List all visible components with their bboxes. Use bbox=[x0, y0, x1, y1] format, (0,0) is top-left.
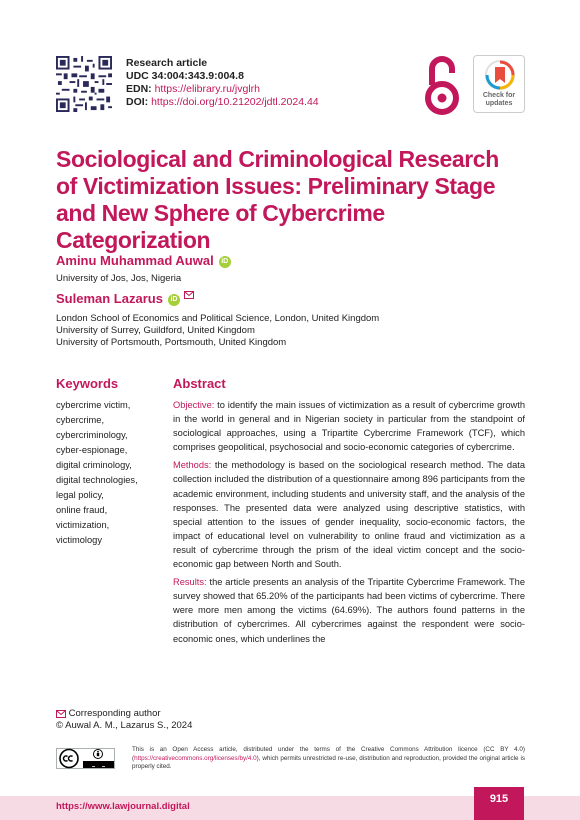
doi-label: DOI: bbox=[126, 96, 149, 108]
corresponding-note bbox=[56, 708, 192, 732]
article-type: Research article bbox=[126, 57, 208, 69]
results-label: Results: bbox=[173, 577, 207, 588]
objective-label: Objective: bbox=[173, 400, 215, 410]
keyword: cyber-espionage, bbox=[56, 445, 128, 455]
objective-text: to identify the main issues of victimization as a result of cybercrime growth in the world in general and in Nigerian society in particular from the standpoint of sociological approaches, using a Tripartite Cybercrime Framework (TCF), which comprises geopolitical, psychosocial and socio-economic categories of cybercrime. bbox=[173, 400, 525, 453]
keyword: cybercriminology, bbox=[56, 430, 128, 440]
title-line: Sociological and Criminological Research bbox=[56, 146, 499, 172]
keyword: digital technologies, bbox=[56, 475, 138, 485]
corresponding-author: Corresponding author bbox=[68, 708, 161, 719]
abstract-results bbox=[173, 575, 525, 645]
affiliation: University of Surrey, Guildford, United Kingdom bbox=[56, 325, 255, 336]
check-updates-line2: updates bbox=[485, 100, 513, 107]
license-text bbox=[132, 746, 525, 772]
doi-link[interactable]: https://doi.org/10.21202/jdtl.2024.44 bbox=[151, 96, 319, 108]
license-link[interactable]: https://creativecommons.org/licenses/by/4.0 bbox=[134, 754, 257, 762]
title-line: and New Sphere of Cybercrime Categorization bbox=[56, 200, 385, 253]
title-line: of Victimization Issues: Preliminary Stage bbox=[56, 173, 496, 199]
author-1-name: Aminu Muhammad Auwal bbox=[56, 253, 214, 268]
check-updates-line1: Check for bbox=[482, 92, 516, 99]
license-after: ), which permits unrestricted re-use, distribution and reproduction, provided the original article is properly cited. bbox=[132, 754, 525, 770]
abstract-objective bbox=[173, 398, 525, 454]
abstract-body bbox=[173, 398, 525, 650]
abstract-methods bbox=[173, 458, 525, 571]
envelope-icon[interactable] bbox=[184, 291, 194, 299]
orcid-icon[interactable]: iD bbox=[219, 256, 231, 268]
author-name bbox=[56, 253, 231, 268]
envelope-icon bbox=[56, 710, 66, 718]
edn-link[interactable]: https://elibrary.ru/jvglrh bbox=[154, 83, 261, 95]
journal-website-link[interactable]: https://www.lawjournal.digital bbox=[56, 801, 190, 812]
license-before: This is an Open Access article, distributed under the terms of the Creative Commons Attribution licence (CC BY 4.0) ( bbox=[132, 746, 525, 762]
keyword: digital criminology, bbox=[56, 460, 132, 470]
affiliation: University of Portsmouth, Portsmouth, United Kingdom bbox=[56, 337, 287, 348]
article-title bbox=[56, 146, 526, 254]
author-2-affiliations bbox=[56, 313, 379, 349]
affiliation: University of Jos, Jos, Nigeria bbox=[56, 273, 182, 284]
keyword: online fraud, bbox=[56, 505, 108, 515]
author-1-affiliations bbox=[56, 273, 181, 285]
open-access-icon bbox=[423, 55, 461, 117]
author-2-name: Suleman Lazarus bbox=[56, 291, 163, 306]
keywords-list bbox=[56, 398, 171, 548]
edn-label: EDN: bbox=[126, 83, 152, 95]
keyword: victimology bbox=[56, 535, 102, 545]
qr-code bbox=[56, 56, 112, 112]
orcid-icon[interactable]: iD bbox=[168, 294, 180, 306]
article-meta bbox=[126, 57, 319, 109]
keyword: legal policy, bbox=[56, 490, 104, 500]
bookmark-icon bbox=[484, 59, 516, 91]
keyword: cybercrime, bbox=[56, 415, 105, 425]
udc-code: UDC 34:004:343.9:004.8 bbox=[126, 70, 244, 82]
keywords-heading: Keywords bbox=[56, 376, 119, 391]
abstract-heading: Abstract bbox=[173, 376, 226, 391]
affiliation: London School of Economics and Political Science, London, United Kingdom bbox=[56, 313, 380, 324]
author-name bbox=[56, 291, 194, 306]
methods-text: the methodology is based on the sociological research method. The data collection included the distribution of a questionnaire among 896 participants from the academic environment, including students and university staff, and the analysis of the responses. The presented data were analyzed using descriptive statistics, with special attention to the issues of gender inequality, socio-economic factors, the impact of educational level on vulnerability to online fraud and victimization as a result of cybercrime through the prism of the ideal victim concept and the socio-economic gap between North and South. bbox=[173, 460, 525, 570]
cc-by-icon[interactable] bbox=[56, 748, 115, 769]
copyright: © Auwal A. M., Lazarus S., 2024 bbox=[56, 720, 193, 731]
check-for-updates-badge[interactable] bbox=[473, 55, 525, 113]
keyword: victimization, bbox=[56, 520, 110, 530]
keyword: cybercrime victim, bbox=[56, 400, 131, 410]
methods-label: Methods: bbox=[173, 460, 212, 471]
page-number: 915 bbox=[474, 787, 524, 820]
results-text: the article presents an analysis of the Tripartite Cybercrime Framework. The survey showed that 65.20% of the participants had been victims of cybercrime. There were more men among the victims (64.69%). The authors found patterns in the distribution of cybercrimes. All cybercrimes against the respondent were socio-economic ones, which underlines the bbox=[173, 577, 525, 644]
